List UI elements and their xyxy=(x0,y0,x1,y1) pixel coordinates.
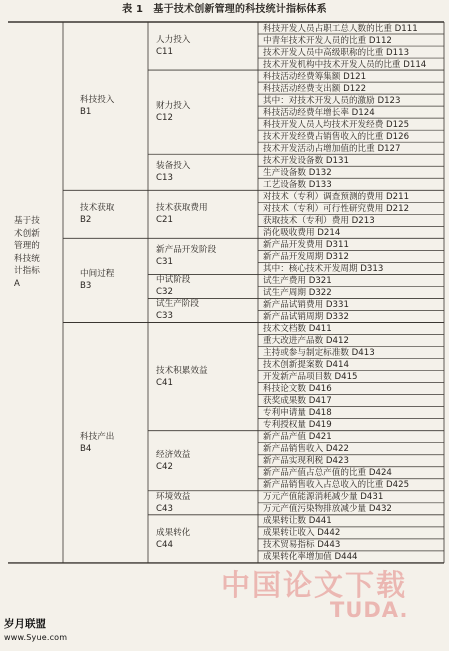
indicator-item: 新产品开发费用 D311 xyxy=(263,239,349,250)
indicator-item: 技术开发设备数 D131 xyxy=(263,155,349,166)
group-code: B4 xyxy=(80,443,92,454)
subgroup-cell xyxy=(156,202,246,226)
subgroup-name: 试生产阶段 xyxy=(156,299,199,310)
subgroup-cell xyxy=(156,491,246,515)
subgroup-code: C31 xyxy=(156,257,173,268)
indicator-item: 新产品试销费用 D331 xyxy=(263,299,349,310)
subgroup-cell xyxy=(156,160,246,184)
subgroup-cell xyxy=(156,365,246,389)
subgroup-code: C11 xyxy=(156,47,173,58)
subgroup-code: C44 xyxy=(156,539,173,550)
subgroup-cell xyxy=(156,274,246,298)
indicator-item: 主持或参与制定标准数 D413 xyxy=(263,348,375,359)
indicator-item: 试生产费用 D321 xyxy=(263,275,332,286)
group-cell xyxy=(80,202,130,226)
subgroup-cell xyxy=(156,34,246,58)
indicator-item: 新产品产值 D421 xyxy=(263,432,332,443)
indicator-item: 中青年技术开发人员的比重 D112 xyxy=(263,35,392,46)
subgroup-cell xyxy=(156,298,246,322)
group-code: B2 xyxy=(80,215,92,226)
indicator-item: 成果转让数 D441 xyxy=(263,516,332,527)
subgroup-cell xyxy=(156,449,246,473)
indicator-item: 新产品销售收入占总收入的比重 D425 xyxy=(263,480,410,491)
indicator-item: 新产品实现利税 D423 xyxy=(263,456,349,467)
indicator-item: 生产设备数 D132 xyxy=(263,167,332,178)
indicator-item: 技术贸易指标 D443 xyxy=(263,540,341,551)
indicator-item: 科技活动经费年增长率 D124 xyxy=(263,107,375,118)
subgroup-cell xyxy=(156,244,246,268)
indicator-item: 科技活动经费支出额 D122 xyxy=(263,83,367,94)
indicator-item: 获奖成果数 D417 xyxy=(263,396,332,407)
subgroup-name: 新产品开发阶段 xyxy=(156,245,217,256)
group-name: 科技产出 xyxy=(80,431,115,442)
subgroup-code: C13 xyxy=(156,173,173,184)
indicator-item: 万元产值污染物排放减少量 D432 xyxy=(263,504,392,515)
subgroup-code: C42 xyxy=(156,461,173,472)
site-logo xyxy=(4,618,80,644)
indicator-item: 成果转让收入 D442 xyxy=(263,528,341,539)
group-name: 科技投入 xyxy=(80,95,115,106)
root-indicator: 基于技术创新管理的科技统计指标A xyxy=(14,216,40,289)
indicator-item: 新产品产值占总产值的比重 D424 xyxy=(263,468,392,479)
indicator-item: 新产品销售收入 D422 xyxy=(263,444,349,455)
indicator-item: 其中：对技术开发人员的激励 D123 xyxy=(263,95,401,106)
indicator-item: 对技术（专利）调查预测的费用 D211 xyxy=(263,191,410,202)
subgroup-code: C32 xyxy=(156,287,173,298)
indicator-item: 技术开发经费占销售收入的比重 D126 xyxy=(263,131,410,142)
indicator-item: 科技活动经费筹集额 D121 xyxy=(263,71,367,82)
subgroup-code: C21 xyxy=(156,215,173,226)
group-code: B1 xyxy=(80,107,92,118)
indicator-item: 新产品开发周期 D312 xyxy=(263,251,349,262)
indicator-item: 专利授权量 D419 xyxy=(263,420,332,431)
indicator-item: 专利申请量 D418 xyxy=(263,408,332,419)
table-caption: 表 1 基于技术创新管理的科技统计指标体系 xyxy=(122,4,327,15)
indicator-item: 工艺设备数 D133 xyxy=(263,179,332,190)
indicator-item: 新产品试销周期 D332 xyxy=(263,311,349,322)
subgroup-name: 技术获取费用 xyxy=(156,203,208,214)
subgroup-name: 成果转化 xyxy=(156,527,191,538)
indicator-item: 技术开发机构中技术开发人员的比重 D114 xyxy=(263,59,427,70)
indicator-item: 获取技术（专利）费用 D213 xyxy=(263,215,375,226)
indicator-item: 对技术（专利）可行性研究费用 D212 xyxy=(263,203,410,214)
subgroup-name: 环境效益 xyxy=(156,491,191,502)
group-code: B3 xyxy=(80,281,92,292)
indicator-item: 重大改进产品数 D412 xyxy=(263,336,349,347)
indicator-item: 技术开发人员中高级职称的比重 D113 xyxy=(263,47,410,58)
group-cell xyxy=(80,431,130,455)
group-cell xyxy=(80,94,130,118)
indicator-item: 成果转化率增加值 D444 xyxy=(263,552,358,563)
subgroup-name: 中试阶段 xyxy=(156,275,191,286)
logo-name: 岁月联盟 xyxy=(4,618,46,630)
subgroup-code: C12 xyxy=(156,113,173,124)
subgroup-code: C33 xyxy=(156,311,173,322)
subgroup-name: 人力投入 xyxy=(156,35,191,46)
indicator-item: 科技开发人员人均技术开发经费 D125 xyxy=(263,119,410,130)
group-name: 技术获取 xyxy=(80,203,115,214)
indicator-item: 开发新产品项目数 D415 xyxy=(263,372,358,383)
subgroup-name: 经济效益 xyxy=(156,449,191,460)
subgroup-code: C41 xyxy=(156,377,173,388)
group-name: 中间过程 xyxy=(80,269,115,280)
group-cell xyxy=(80,268,130,292)
indicator-item: 科技开发人员占职工总人数的比重 D111 xyxy=(263,23,418,34)
indicator-item: 技术创新提案数 D414 xyxy=(263,360,349,371)
indicator-item: 技术开发活动占增加值的比重 D127 xyxy=(263,143,401,154)
indicator-item: 万元产值能源消耗减少量 D431 xyxy=(263,492,384,503)
subgroup-name: 技术积累效益 xyxy=(156,365,208,376)
subgroup-code: C43 xyxy=(156,503,173,514)
subgroup-name: 装备投入 xyxy=(156,161,191,172)
indicator-item: 消化吸收费用 D214 xyxy=(263,227,341,238)
watermark-text: 中国论文下载 xyxy=(221,568,408,602)
subgroup-cell xyxy=(156,527,246,551)
logo-url: www.Syue.com xyxy=(4,633,68,642)
watermark-url: TUDA. xyxy=(330,598,409,622)
indicator-item: 科技论文数 D416 xyxy=(263,384,332,395)
subgroup-cell xyxy=(156,100,246,124)
subgroup-name: 财力投入 xyxy=(156,101,191,112)
indicator-item: 试生产周期 D322 xyxy=(263,287,332,298)
indicator-item: 技术文档数 D411 xyxy=(263,324,332,334)
indicator-item: 其中：核心技术开发周期 D313 xyxy=(263,263,384,274)
